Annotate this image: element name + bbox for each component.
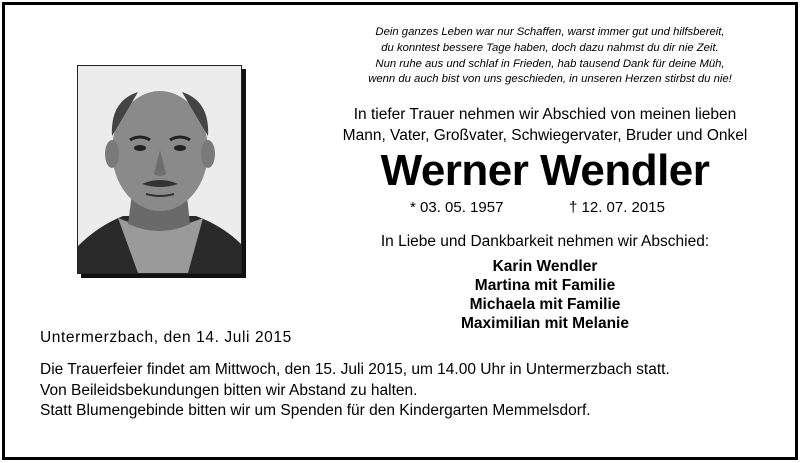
poem-line: Dein ganzes Leben war nur Schaffen, warst immer gut und hilfsbereit,: [375, 26, 725, 38]
intro-line-1: In tiefer Trauer nehmen wir Abschied von meinen lieben: [353, 106, 737, 123]
poem-line: wenn du auch bist von uns geschieden, in unseren Herzen stirbst du nie!: [368, 73, 732, 86]
intro-line-2: Mann, Vater, Großvater, Schwiegervater, Bruder und Onkel: [342, 127, 748, 144]
note-line: Die Trauerfeier findet am Mittwoch, den 15. Juli 2015, um 14.00 Uhr in Untermerzbach statt.: [40, 361, 670, 378]
deceased-name: Werner Wendler: [380, 146, 710, 195]
funeral-notes: [40, 360, 670, 422]
mourner: Karin Wendler: [492, 258, 598, 275]
death-date: † 12. 07. 2015: [569, 199, 665, 216]
mourner: Martina mit Familie: [474, 277, 616, 294]
memorial-poem: [330, 25, 770, 88]
intro-text: [315, 104, 775, 146]
portrait-photo: [77, 65, 242, 274]
note-line: Von Beileidsbekundungen bitten wir Abstand zu halten.: [40, 381, 418, 399]
note-line: Statt Blumengebinde bitten wir um Spenden für den Kindergarten Memmelsdorf.: [40, 402, 591, 419]
birth-date: * 03. 05. 1957: [410, 199, 504, 216]
farewell-text: In Liebe und Dankbarkeit nehmen wir Abschied:: [380, 233, 710, 250]
mourners-list: [370, 257, 720, 333]
mourner: Michaela mit Familie: [469, 296, 621, 313]
place-and-date: Untermerzbach, den 14. Juli 2015: [40, 329, 292, 346]
mourner: Maximilian mit Melanie: [461, 315, 629, 332]
poem-line: Nun ruhe aus und schlaf in Frieden, hab tausend Dank für deine Müh,: [375, 57, 725, 70]
poem-line: du konntest bessere Tage haben, doch dazu nahmst du dir nie Zeit.: [381, 41, 719, 54]
